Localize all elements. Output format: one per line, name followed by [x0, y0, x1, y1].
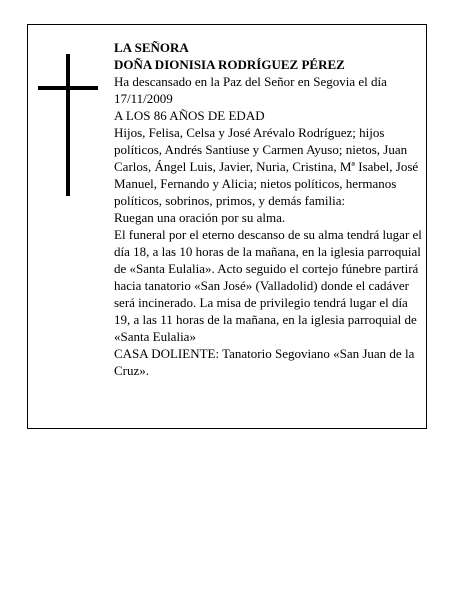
- funeral-details: El funeral por el eterno descanso de su alma tendrá lugar el día 18, a las 10 horas de la mañana, en la iglesia parroquial de «Santa Eulalia». Acto seguido el cortejo fúnebre partirá hacia tanatorio «San José» (Valladolid) donde el cadáver será incinerado. La misa de privilegio tendrá lugar el día 19, a las 11 horas de la mañana, en la iglesia parroquial de «Santa Eulalia»: [114, 227, 422, 344]
- deceased-name: DOÑA DIONISIA RODRÍGUEZ PÉREZ: [114, 57, 345, 72]
- mourning-house: CASA DOLIENTE: Tanatorio Segoviano «San Juan de la Cruz».: [114, 346, 415, 378]
- rest-line: Ha descansado en la Paz del Señor en Segovia el día 17/11/2009: [114, 74, 387, 106]
- age-line: A LOS 86 AÑOS DE EDAD: [114, 108, 265, 123]
- family-list: Hijos, Felisa, Celsa y José Arévalo Rodríguez; hijos políticos, Andrés Santiuse y Carmen Ayuso; nietos, Juan Carlos, Ángel Luis, Javier, Nuria, Cristina, Mª Isabel, José Manuel, Fernando y Alicia; nietos políticos, hermanos políticos, sobrinos, primos, y demás familia:: [114, 125, 419, 208]
- cross-icon-horizontal: [38, 86, 98, 90]
- cross-icon-vertical: [66, 54, 70, 196]
- obituary-title: LA SEÑORA: [114, 40, 189, 55]
- obituary-text: [114, 39, 426, 379]
- prayer-request: Ruegan una oración por su alma.: [114, 210, 286, 225]
